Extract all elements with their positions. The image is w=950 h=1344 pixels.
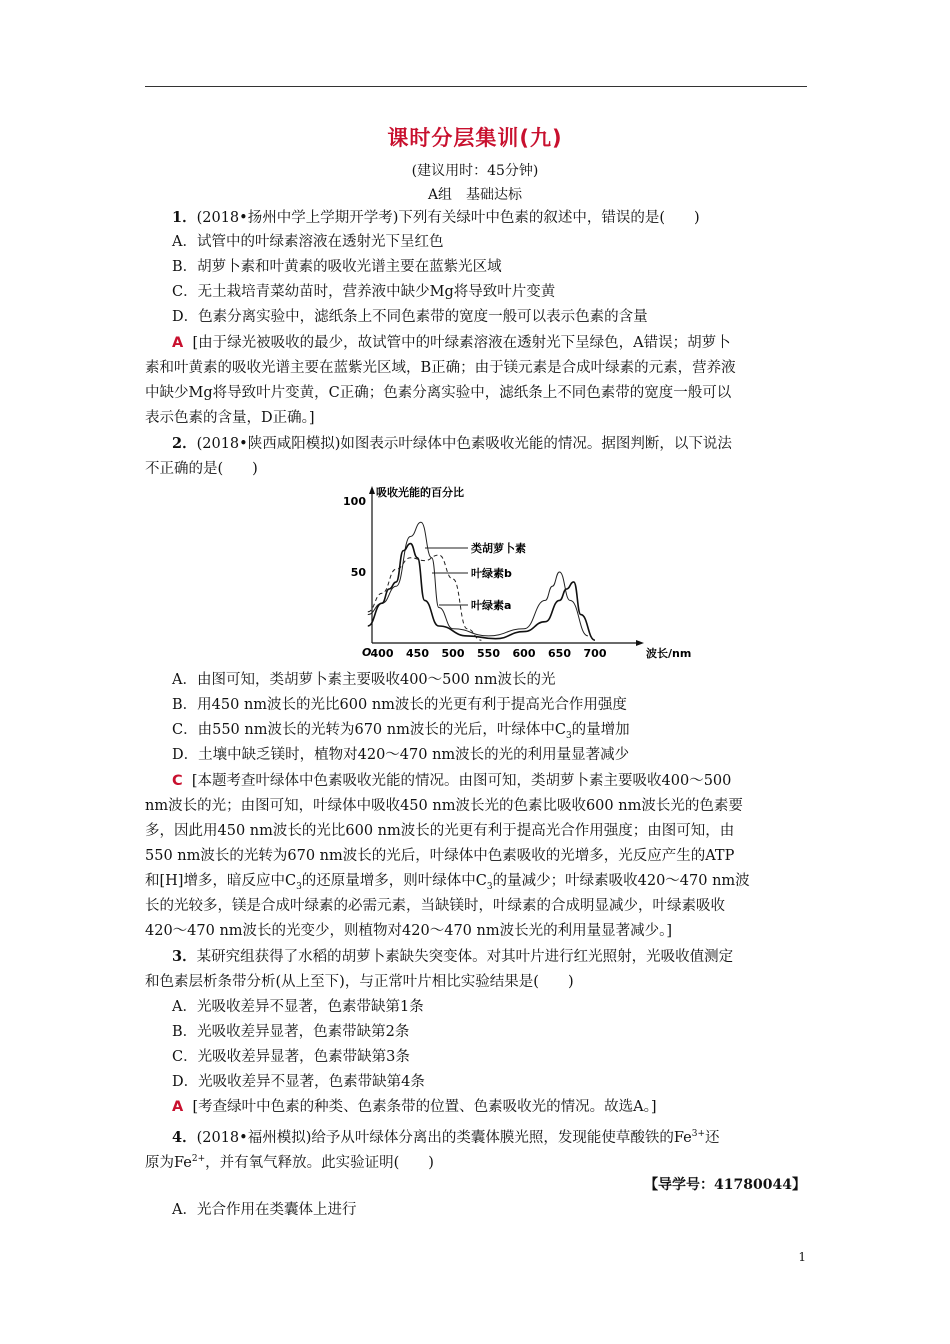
- guide-number: 【导学号：41780044】: [644, 1177, 806, 1193]
- y-axis-label: 吸收光能的百分比: [376, 486, 464, 499]
- y-tick-label: 50: [350, 566, 366, 579]
- legend-label: 类胡萝卜素: [471, 542, 526, 555]
- x-tick-label: 400: [370, 647, 394, 660]
- absorption-chart: [326, 480, 692, 665]
- q3-explanation-line: A [考查绿叶中色素的种类、色素条带的位置、色素吸收光的情况。故选A。]: [172, 1099, 657, 1115]
- x-axis-label: 波长/nm: [646, 647, 692, 660]
- q2-explanation-line: C [本题考查叶绿体中色素吸收光能的情况。由图可知，类胡萝卜素主要吸收400～500: [172, 773, 732, 789]
- q1-option-b: B．胡萝卜素和叶黄素的吸收光谱主要在蓝紫光区域: [172, 259, 502, 275]
- x-tick-label: 500: [441, 647, 465, 660]
- q2-explanation-line: 420～470 nm波长的光变少，则植物对420～470 nm波长光的利用量显著减少。]: [145, 923, 673, 939]
- y-tick-label: 100: [343, 495, 366, 508]
- x-tick-label: 600: [512, 647, 536, 660]
- q3-option-a: A．光吸收差异不显著，色素带缺第1条: [172, 999, 424, 1015]
- q2-option-c: C．由550 nm波长的光转为670 nm波长的光后，叶绿体中$C_3$的量增加: [172, 722, 630, 741]
- q2-stem: 2．(2018•陕西咸阳模拟)如图表示叶绿体中色素吸收光能的情况。据图判断，以下说法: [172, 435, 732, 452]
- legend-label: 叶绿素b: [471, 567, 512, 580]
- q2-option-b: B．用450 nm波长的光比600 nm波长的光更有利于提高光合作用强度: [172, 697, 627, 713]
- q1-explanation-line: A [由于绿光被吸收的最少，故试管中的叶绿素溶液在透射光下呈绿色，A错误；胡萝卜: [172, 335, 731, 351]
- y-axis-arrow: [369, 486, 375, 494]
- q1-option-d: D．色素分离实验中，滤纸条上不同色素带的宽度一般可以表示色素的含量: [172, 309, 648, 325]
- q1-explanation-line: 中缺少Mg将导致叶片变黄，C正确；色素分离实验中，滤纸条上不同色素带的宽度一般可以: [145, 385, 732, 401]
- q1-answer: A: [172, 335, 184, 351]
- q2-stem-cont: 不正确的是( ): [145, 461, 258, 477]
- q3-option-c: C．光吸收差异显著，色素带缺第3条: [172, 1049, 410, 1065]
- x-axis-arrow: [636, 640, 644, 646]
- page-number: 1: [798, 1250, 806, 1264]
- origin-label: O: [362, 646, 372, 659]
- q4-option-a: A．光合作用在类囊体上进行: [172, 1202, 357, 1218]
- x-tick-label: 550: [477, 647, 500, 660]
- q2-explanation-line: 550 nm波长的光转为670 nm波长的光后，叶绿体中色素吸收的光增多，光反应产生的ATP: [145, 848, 735, 864]
- q3-option-b: B．光吸收差异显著，色素带缺第2条: [172, 1024, 410, 1040]
- q3-answer: A: [172, 1099, 184, 1115]
- x-tick-label: 650: [548, 647, 571, 660]
- suggested-time: (建议用时：45分钟): [411, 163, 539, 179]
- q4-stem-cont: 原为$Fe^{2+}$，并有氧气释放。此实验证明( ): [145, 1154, 434, 1171]
- x-tick-label: 700: [583, 647, 607, 660]
- q4-stem: 4．(2018•福州模拟)给予从叶绿体分离出的类囊体膜光照，发现能使草酸铁的$Fe^{3+}$还: [172, 1128, 720, 1146]
- page-title: 课时分层集训(九): [387, 126, 563, 150]
- q1-explanation-line: 素和叶黄素的吸收光谱主要在蓝紫光区域，B正确；由于镁元素是合成叶绿素的元素，营养液: [145, 360, 736, 376]
- q3-option-d: D．光吸收差异不显著，色素带缺第4条: [172, 1074, 425, 1090]
- q1-stem: 1．(2018•扬州中学上学期开学考)下列有关绿叶中色素的叙述中，错误的是( ): [172, 209, 700, 226]
- q1-option-a: A．试管中的叶绿素溶液在透射光下呈红色: [172, 234, 444, 250]
- q3-stem-cont: 和色素层析条带分析(从上至下)，与正常叶片相比实验结果是( ): [145, 974, 574, 990]
- q1-explanation-line: 表示色素的含量，D正确。]: [145, 410, 315, 426]
- series-line-solid: [368, 544, 595, 641]
- q2-explanation-line: nm波长的光；由图可知，叶绿体中吸收450 nm波长光的色素比吸收600 nm波长光的色素要: [145, 798, 743, 814]
- q2-option-a: A．由图可知，类胡萝卜素主要吸收400～500 nm波长的光: [172, 672, 556, 688]
- q2-answer: C: [172, 773, 183, 789]
- q2-explanation-line: 长的光较多，镁是合成叶绿素的必需元素，当缺镁时，叶绿素的合成明显减少，叶绿素吸收: [145, 898, 725, 914]
- q3-stem: 3．某研究组获得了水稻的胡萝卜素缺失突变体。对其叶片进行红光照射，光吸收值测定: [172, 948, 734, 965]
- q2-explanation-line: 多，因此用450 nm波长的光比600 nm波长的光更有利于提高光合作用强度；由图可知，由: [145, 823, 735, 839]
- q1-option-c: C．无土栽培青菜幼苗时，营养液中缺少Mg将导致叶片变黄: [172, 284, 556, 300]
- header-rule: [145, 86, 807, 87]
- group-heading: A组 基础达标: [427, 187, 523, 203]
- legend-label: 叶绿素a: [471, 599, 512, 612]
- q2-option-d: D．土壤中缺乏镁时，植物对420～470 nm波长的光的利用量显著减少: [172, 747, 630, 763]
- x-tick-label: 450: [406, 647, 429, 660]
- q2-explanation-line: 和[H]增多，暗反应中$C_3$的还原量增多，则叶绿体中$C_3$的量减少；叶绿素吸收420～470 nm波: [145, 873, 750, 892]
